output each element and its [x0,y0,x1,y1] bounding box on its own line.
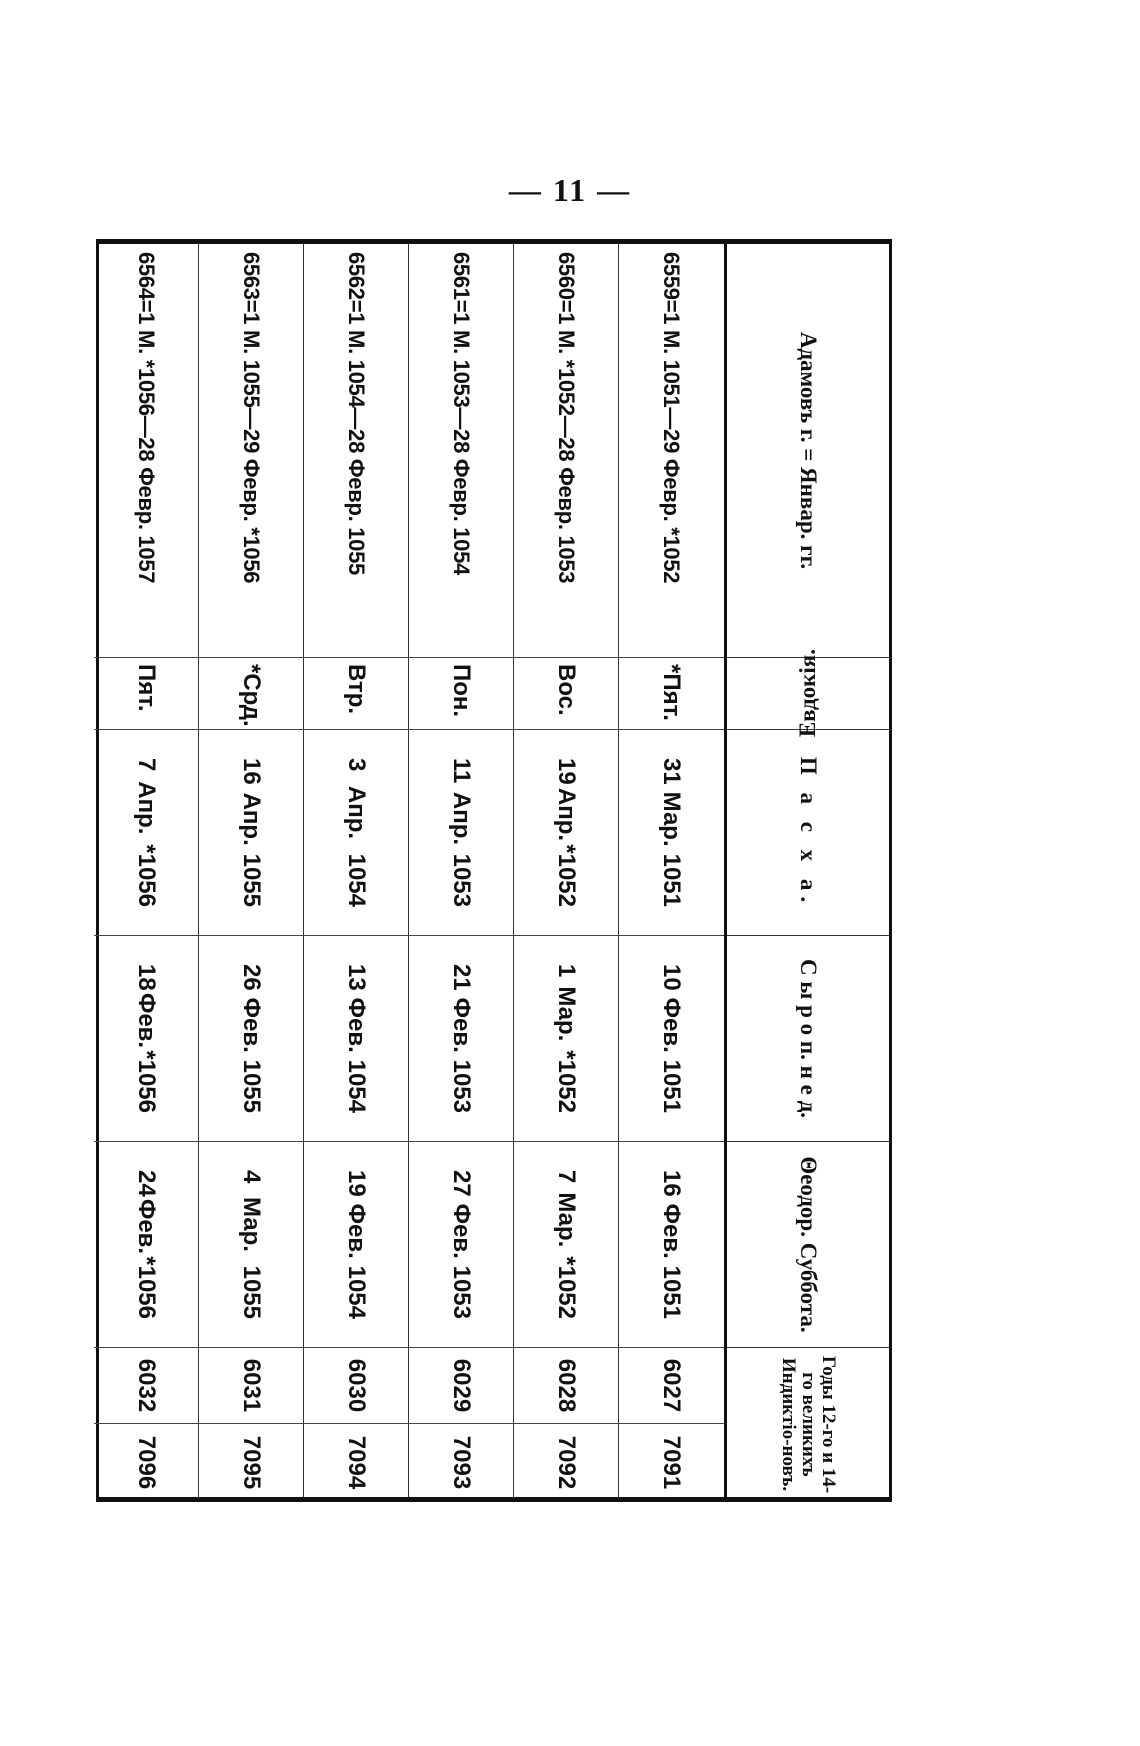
cell-adam: 6563=1 М. 1055—29 Февр. *1056 [199,244,304,658]
cell-syrop [514,936,619,1142]
cell-pascha-part: Апр. [133,781,161,835]
cell-syrop-part: 21 [448,964,476,991]
cell-theodor-part: Мар. [553,1192,581,1248]
cell-syrop [199,936,304,1142]
table-row [618,244,724,1497]
cell-syrop-part: Фев. [448,997,476,1053]
cell-pascha-part: 1054 [343,853,371,907]
cell-y12: 6029 [409,1348,514,1424]
cell-theodor-part: 24 [133,1170,161,1197]
cell-theodor-part: Фев. [448,1203,476,1259]
cell-syrop [619,936,724,1142]
cell-y14: 7092 [553,1435,581,1490]
cell-adam: 6561=1 М. 1053—28 Февр. 1054 [409,244,514,658]
cell-y14: 7094 [343,1435,371,1490]
cell-theodor-part: 27 [448,1170,476,1197]
cell-theodor-part: 7 [553,1170,581,1184]
cell-y12: 6030 [304,1348,409,1424]
cell-syrop [304,936,409,1142]
header-theodor: Θеодор. Суббота. [727,1142,889,1348]
cell-theodor [199,1142,304,1348]
cell-theodor-part: *1052 [553,1256,581,1319]
cell-y12: 6027 [619,1348,724,1424]
header-adam-year: Адамовъ г. = Январ. гг. [727,244,889,658]
cell-theodor-part: *1056 [133,1256,161,1319]
cell-eud: Пон. [409,658,514,730]
cell-syrop-part: Фев. [658,997,686,1053]
cell-pascha-part: 1051 [658,853,686,907]
cell-syrop [409,936,514,1142]
cell-adam: 6560=1 М. *1052—28 Февр. 1053 [514,244,619,658]
cell-syrop-part: 1055 [238,1059,266,1113]
cell-theodor-part: Мар. [238,1197,266,1252]
cell-adam: 6564=1 М. *1056—28 Февр. 1057 [94,244,199,658]
table-row [303,244,409,1497]
cell-eud: *Срд. [199,658,304,730]
cell-y14: 7093 [448,1435,476,1490]
header-eudokia [727,649,889,738]
cell-theodor [619,1142,724,1348]
cell-theodor-part: Фев. [343,1203,371,1259]
cell-syrop-part: Фев. [133,992,161,1049]
cell-eud: Вос. [514,658,619,730]
cell-adam: 6559=1 М. 1051—29 Февр. *1052 [619,244,724,658]
cell-theodor-part: 1053 [448,1265,476,1319]
cell-theodor [304,1142,409,1348]
cell-theodor-part: 1051 [658,1265,686,1319]
cell-syrop [94,936,199,1142]
cell-pascha-part: Апр. [343,785,371,840]
cell-syrop-part: *1056 [133,1050,161,1113]
cell-theodor-part: 4 [238,1170,266,1184]
header-eudokia-label: Евдокiя. [795,649,820,738]
cell-y14: 7095 [238,1435,266,1490]
table-row [198,244,304,1497]
cell-theodor-part: Фев. [133,1198,161,1255]
cell-syrop-part: *1052 [553,1050,581,1113]
table-row [94,244,199,1497]
cell-theodor [409,1142,514,1348]
cell-y14: 7091 [658,1435,686,1490]
table-body [99,244,724,1497]
cell-pascha-part: 1055 [238,853,266,907]
cell-pascha-part: 31 [658,758,686,785]
cell-syrop-part: 1 [553,964,581,978]
cell-pascha-part: Апр. [238,792,266,846]
header-years: Годы 12-го и 14-го великихъ Индиктiо-новъ. [778,1355,839,1494]
cell-y12: 6032 [94,1348,199,1424]
cell-syrop-part: 1051 [658,1059,686,1113]
cell-y14: 7096 [133,1435,161,1490]
cell-theodor-part: 16 [658,1170,686,1197]
page-number: — 11 — [508,172,632,208]
cell-theodor [514,1142,619,1348]
cell-pascha-part: 3 [343,758,371,772]
cell-pascha-part: *1052 [553,844,581,907]
cell-syrop-part: 1054 [343,1059,371,1113]
cell-theodor-part: 19 [343,1170,371,1197]
cell-theodor-part: Фев. [658,1203,686,1259]
cell-pascha-part: Апр. [553,787,581,842]
cell-pascha [94,730,199,936]
cell-eud: *Пят. [619,658,724,730]
cell-eud: Пят. [94,658,199,730]
cell-pascha [304,730,409,936]
cell-theodor-part: 1054 [343,1265,371,1319]
cell-syrop-part: 18 [133,964,161,991]
cell-pascha-part: 7 [133,758,161,772]
cell-y12: 6031 [199,1348,304,1424]
cell-pascha-part: 11 [448,758,476,784]
cell-pascha [199,730,304,936]
cell-syrop-part: 1053 [448,1059,476,1113]
table-header [724,244,889,1497]
cell-eud: Втр. [304,658,409,730]
cell-pascha-part: Апр. [448,791,476,846]
cell-pascha-part: Мар. [658,791,686,847]
cell-pascha-part: 16 [238,758,266,785]
cell-syrop-part: 26 [238,964,266,991]
cell-pascha-part: *1056 [133,844,161,907]
cell-pascha-part: 1053 [448,853,476,907]
calendar-table [96,239,892,1502]
cell-pascha-part: 19 [553,758,581,785]
cell-syrop-part: 13 [343,964,371,991]
table-row [513,244,619,1497]
cell-syrop-part: 10 [658,964,686,991]
table-row [408,244,514,1497]
cell-syrop-part: Фев. [238,997,266,1053]
cell-theodor-part: 1055 [238,1265,266,1319]
cell-syrop-part: Мар. [553,986,581,1042]
header-syrop: С ы р о п. н е д. [727,936,889,1142]
header-pascha: П а с х а. [727,730,889,936]
cell-theodor [94,1142,199,1348]
cell-y12: 6028 [514,1348,619,1424]
cell-syrop-part: Фев. [343,997,371,1053]
cell-pascha [619,730,724,936]
cell-pascha [514,730,619,936]
cell-pascha [409,730,514,936]
cell-adam: 6562=1 М. 1054—28 Февр. 1055 [304,244,409,658]
